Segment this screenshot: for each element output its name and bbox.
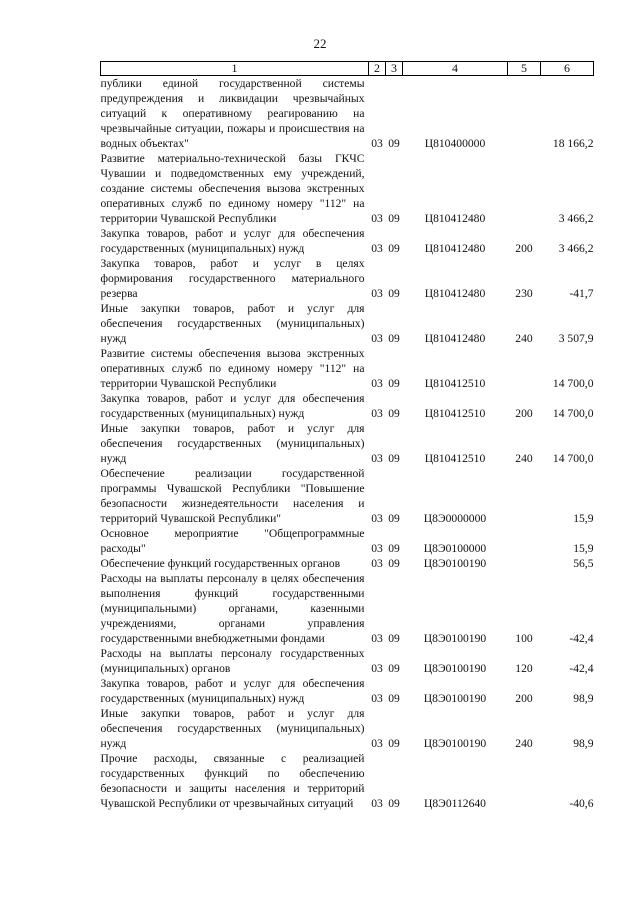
row-target-item-cell: Ц810412480 [424, 242, 486, 255]
row-expense-type-cell: 120 [515, 662, 533, 675]
row-subsection-cell: 09 [388, 632, 400, 645]
row-section-cell: 03 [371, 452, 383, 465]
table-row [101, 346, 594, 391]
table-row [101, 151, 594, 226]
row-amount-cell: 98,9 [573, 692, 594, 705]
table-row [101, 556, 594, 571]
table-row [101, 226, 594, 256]
row-target-item-cell: Ц810412510 [424, 377, 486, 390]
row-expense-type-cell: 230 [515, 287, 533, 300]
row-name-cell: Закупка товаров, работ и услуг для обеспечения государственных (муниципальных) нужд [100, 227, 365, 255]
row-subsection-cell: 09 [388, 452, 400, 465]
page-number: 22 [313, 36, 327, 51]
budget-table [100, 61, 594, 811]
row-section-cell: 03 [371, 287, 383, 300]
row-amount-cell: 15,9 [573, 512, 594, 525]
row-name-cell: Развитие материально-технической базы ГКЧС Чувашии и подведомственных ему учреждений, создание системы обеспечения вызова экстренных оперативных служб по единому номеру "112" на территории Чувашской Республики [100, 152, 365, 225]
row-expense-type-cell [508, 466, 541, 526]
row-target-item-cell: Ц8Э0100000 [423, 542, 487, 555]
row-expense-type-cell [508, 76, 541, 152]
row-name-cell: Основное мероприятие "Общепрограммные расходы" [100, 527, 365, 555]
row-name-cell: Иные закупки товаров, работ и услуг для обеспечения государственных (муниципальных) нужд [100, 422, 365, 465]
row-amount-cell: 98,9 [573, 737, 594, 750]
row-name-cell: Обеспечение реализации государственной программы Чувашской Республики "Повышение безопасности жизнедеятельности населения и территорий Чувашской Республики" [100, 467, 365, 525]
row-subsection-cell: 09 [388, 797, 400, 810]
row-expense-type-cell [508, 751, 541, 811]
row-amount-cell: -41,7 [569, 287, 594, 300]
column-header: 3 [386, 62, 403, 76]
row-section-cell: 03 [371, 242, 383, 255]
row-section-cell: 03 [371, 797, 383, 810]
column-header: 6 [541, 62, 594, 76]
row-expense-type-cell: 200 [515, 407, 533, 420]
row-target-item-cell: Ц810412480 [424, 212, 486, 225]
row-target-item-cell: Ц810412480 [424, 332, 486, 345]
row-section-cell: 03 [371, 137, 383, 150]
row-target-item-cell: Ц8Э0100190 [423, 557, 487, 570]
table-row [101, 526, 594, 556]
row-section-cell: 03 [371, 212, 383, 225]
row-target-item-cell: Ц8Э0100190 [423, 662, 487, 675]
row-amount-cell: 56,5 [573, 557, 594, 570]
row-subsection-cell: 09 [388, 377, 400, 390]
row-target-item-cell: Ц8Э0112640 [424, 797, 486, 810]
column-header: 4 [403, 62, 508, 76]
row-target-item-cell: Ц8Э0100190 [423, 632, 487, 645]
row-expense-type-cell: 240 [515, 737, 533, 750]
row-section-cell: 03 [371, 377, 383, 390]
row-name-cell: Иные закупки товаров, работ и услуг для обеспечения государственных (муниципальных) нужд [100, 707, 365, 750]
row-expense-type-cell [508, 556, 541, 571]
row-section-cell: 03 [371, 692, 383, 705]
row-section-cell: 03 [371, 512, 383, 525]
row-amount-cell: 18 166,2 [552, 137, 594, 150]
row-amount-cell: -42,4 [569, 662, 594, 675]
table-row [101, 256, 594, 301]
table-row [101, 751, 594, 811]
row-section-cell: 03 [371, 662, 383, 675]
row-amount-cell: 14 700,0 [552, 377, 594, 390]
row-subsection-cell: 09 [388, 662, 400, 675]
row-section-cell: 03 [371, 737, 383, 750]
row-section-cell: 03 [371, 332, 383, 345]
row-target-item-cell: Ц810400000 [424, 137, 486, 150]
table-row [101, 76, 594, 152]
row-name-cell: Иные закупки товаров, работ и услуг для обеспечения государственных (муниципальных) нужд [100, 302, 365, 345]
row-subsection-cell: 09 [388, 557, 400, 570]
row-amount-cell: 14 700,0 [552, 407, 594, 420]
row-name-cell: Закупка товаров, работ и услуг для обеспечения государственных (муниципальных) нужд [100, 677, 365, 705]
row-amount-cell: 14 700,0 [552, 452, 594, 465]
row-target-item-cell: Ц8Э0100190 [423, 692, 487, 705]
table-row [101, 421, 594, 466]
row-expense-type-cell [508, 151, 541, 226]
column-header: 1 [101, 62, 369, 76]
table-row [101, 466, 594, 526]
row-name-cell: Закупка товаров, работ и услуг для обеспечения государственных (муниципальных) нужд [100, 392, 365, 420]
row-section-cell: 03 [371, 407, 383, 420]
row-subsection-cell: 09 [388, 407, 400, 420]
row-target-item-cell: Ц8Э0000000 [423, 512, 487, 525]
row-amount-cell: 3 466,2 [558, 212, 594, 225]
table-row [101, 301, 594, 346]
row-amount-cell: 3 466,2 [558, 242, 594, 255]
row-amount-cell: -40,6 [569, 797, 594, 810]
row-name-cell: Расходы на выплаты персоналу государственных (муниципальных) органов [100, 647, 365, 675]
table-row [101, 646, 594, 676]
row-subsection-cell: 09 [388, 332, 400, 345]
table-row [101, 676, 594, 706]
row-expense-type-cell: 240 [515, 332, 533, 345]
row-expense-type-cell [508, 526, 541, 556]
row-name-cell: Закупка товаров, работ и услуг в целях формирования государственного материального резерва [100, 257, 365, 300]
row-name-cell: Развитие системы обеспечения вызова экстренных оперативных служб по единому номеру "112" на территории Чувашской Республики [100, 347, 365, 390]
row-section-cell: 03 [371, 632, 383, 645]
row-section-cell: 03 [371, 557, 383, 570]
row-subsection-cell: 09 [388, 542, 400, 555]
row-expense-type-cell: 200 [515, 242, 533, 255]
row-target-item-cell: Ц810412510 [424, 407, 486, 420]
row-name-cell: публики единой государственной системы предупреждения и ликвидации чрезвычайных ситуаций к оперативному реагированию на чрезвычайные ситуации, пожары и происшествия на водных объектах" [100, 77, 365, 150]
row-amount-cell: -42,4 [569, 632, 594, 645]
row-amount-cell: 15,9 [573, 542, 594, 555]
row-subsection-cell: 09 [388, 512, 400, 525]
table-row [101, 706, 594, 751]
column-header: 2 [369, 62, 386, 76]
column-header: 5 [508, 62, 541, 76]
row-name-cell: Обеспечение функций государственных органов [100, 557, 341, 570]
row-expense-type-cell: 100 [515, 632, 533, 645]
row-expense-type-cell: 240 [515, 452, 533, 465]
row-subsection-cell: 09 [388, 242, 400, 255]
row-expense-type-cell [508, 346, 541, 391]
row-amount-cell: 3 507,9 [558, 332, 594, 345]
table-row [101, 571, 594, 646]
table-row [101, 391, 594, 421]
row-expense-type-cell: 200 [515, 692, 533, 705]
row-section-cell: 03 [371, 542, 383, 555]
row-subsection-cell: 09 [388, 137, 400, 150]
row-subsection-cell: 09 [388, 212, 400, 225]
row-subsection-cell: 09 [388, 737, 400, 750]
row-target-item-cell: Ц810412480 [424, 287, 486, 300]
row-subsection-cell: 09 [388, 287, 400, 300]
table-header-row [101, 62, 594, 76]
row-name-cell: Прочие расходы, связанные с реализацией государственных функций по обеспечению безопасности и защиты населения и территорий Чувашской Республики от чрезвычайных ситуаций [100, 752, 365, 810]
row-target-item-cell: Ц8Э0100190 [423, 737, 487, 750]
row-target-item-cell: Ц810412510 [424, 452, 486, 465]
row-name-cell: Расходы на выплаты персоналу в целях обеспечения выполнения функций государственными (муниципальными) органами, казенными учреждениями, органами управления государственными внебюджетными фондами [100, 572, 365, 645]
row-subsection-cell: 09 [388, 692, 400, 705]
